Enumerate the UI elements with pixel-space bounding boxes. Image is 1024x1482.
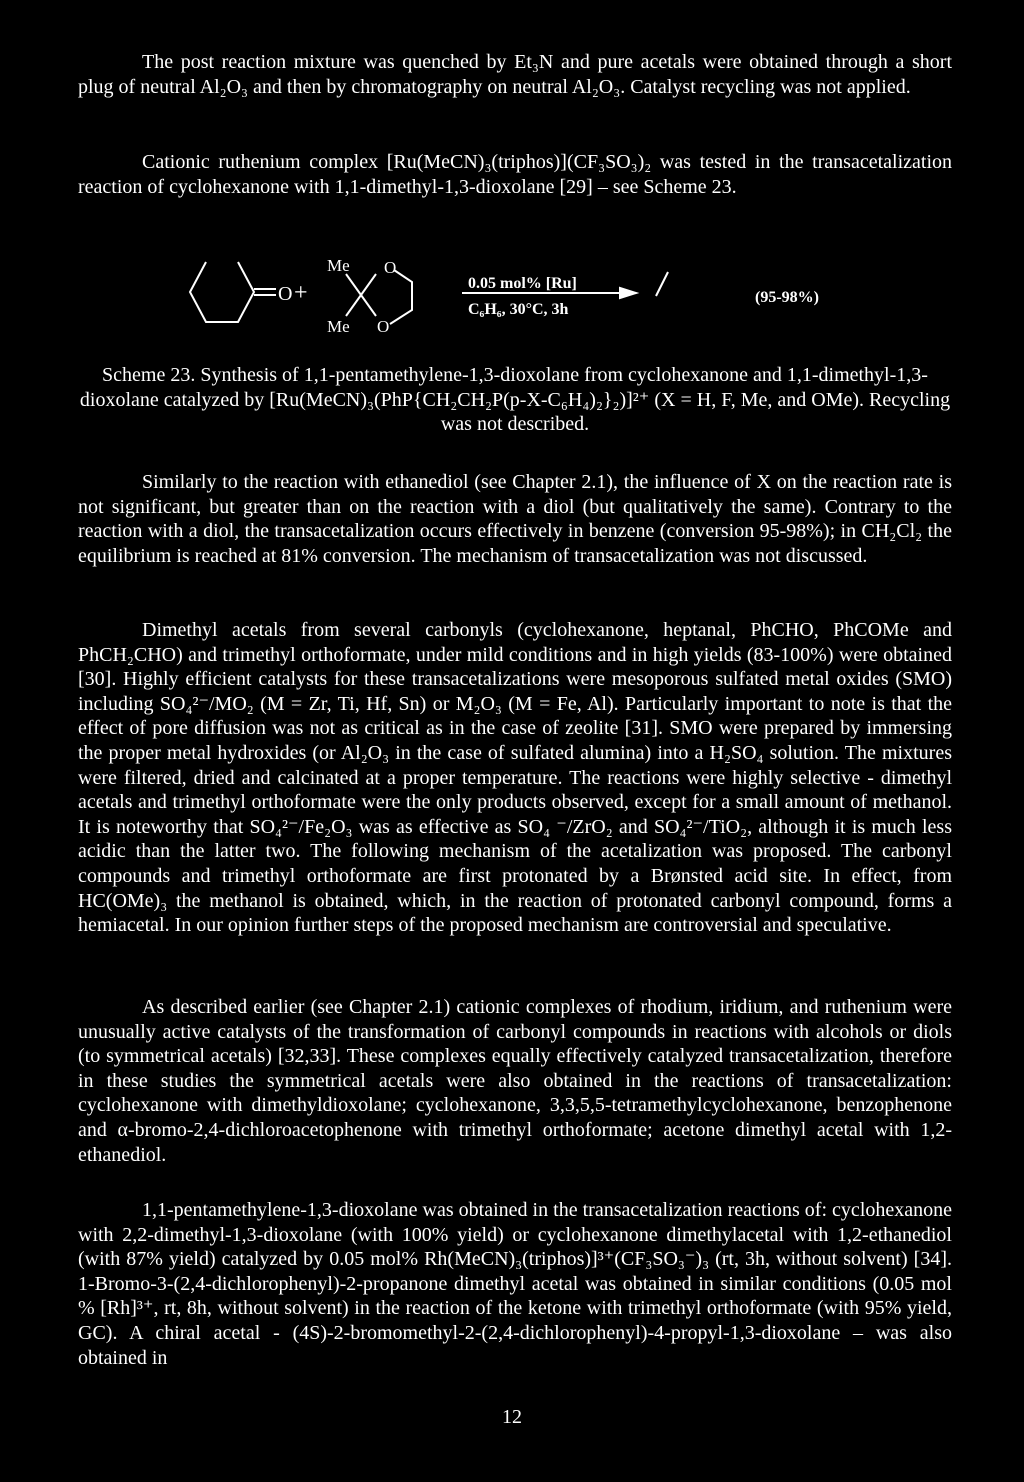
scheme-drawing <box>180 252 880 352</box>
conditions-catalyst: 0.05 mol% [Ru] <box>468 275 577 292</box>
plus-sign: + <box>294 280 308 306</box>
ring-oxygen-top: O <box>384 258 397 277</box>
scheme-caption: Scheme 23. Synthesis of 1,1-pentamethylene-1,3-dioxolane from cyclohexanone and 1,1-dimethyl-1,3-dioxolane catalyzed by [Ru(MeCN)₃(PhP{CH₂CH₂P(p-X-C₆H₄)₂}₂)]²⁺ (X = H, F, Me, and OMe). Recycling was not described. <box>79 364 951 436</box>
paragraph-ruthenium-complex: Cationic ruthenium complex [Ru(MeCN)₃(triphos)](CF₃SO₃)₂ was tested in the transacetalization reaction of cyclohexanone with 1,1-dimethyl-1,3-dioxolane [29] – see Scheme 23. <box>78 151 952 198</box>
paragraph-cationic-complexes: As described earlier (see Chapter 2.1) cationic complexes of rhodium, iridium, and ruthenium were unusually active catalysts of the transformation of carbonyl compounds in reactions with alcohols or diols (to symmetrical acetals) [32,33]. These complexes equally effectively catalyzed transacetalization, therefore in these studies the symmetrical acetals were also obtained in the reactions of transacetalization: cyclohexanone with dimethyldioxolane; cyclohexanone, 3,3,5,5-tetramethylcyclohexanone, benzophenone and α-bromo-2,4-dichloroacetophenone with trimethyl orthoformate; acetone dimethyl acetal with 1,2-ethanediol. <box>78 996 952 1166</box>
ring-oxygen-bottom: O <box>377 317 390 336</box>
reaction-scheme-23 <box>180 252 880 352</box>
paragraph-workup: The post reaction mixture was quenched by Et₃N and pure acetals were obtained through a short plug of neutral Al₂O₃ and then by chromatography on neutral Al₂O₃. Catalyst recycling was not applied. <box>78 51 952 98</box>
cyclohexanone-structure <box>190 262 276 322</box>
conditions-solvent: C₆H₆, 30°C, 3h <box>468 301 569 318</box>
yield-label: (95-98%) <box>755 289 819 306</box>
methyl-label-top: Me <box>327 256 350 275</box>
ketone-oxygen-label: O <box>278 283 293 305</box>
page-number: 12 <box>502 1406 522 1428</box>
paragraph-dimethyl-acetals: Dimethyl acetals from several carbonyls (cyclohexanone, heptanal, PhCHO, PhCOMe and PhCH₂CHO) and trimethyl orthoformate, under mild conditions and in high yields (83-100%) were obtained [30]. Highly efficient catalysts for these transacetalizations were mesoporous sulfated metal oxides (SMO) including SO₄²⁻/MO₂ (M = Zr, Ti, Hf, Sn) or M₂O₃ (M = Fe, Al). Particularly important to note is that the effect of pore diffusion was not as critical as in the case of zeolite [31]. SMO were prepared by immersing the proper metal hydroxides (or Al₂O₃ in the case of sulfated alumina) into a H₂SO₄ solution. The mixtures were filtered, dried and calcinated at a proper temperature. The reactions were highly selective - dimethyl acetals and trimethyl orthoformate were the only products observed, except for a small amount of methanol. It is noteworthy that SO₄²⁻/Fe₂O₃ was as effective as SO₄ ⁻/ZrO₂ and SO₄²⁻/TiO₂, although it is much less acidic than the latter two. The following mechanism of the acetalization was proposed. The carbonyl compounds and trimethyl orthoformate are first protonated by a Brønsted acid site. In effect, from HC(OMe)₃ the methanol is obtained, which, in the reaction of protonated carbonyl compound, forms a hemiacetal. In our opinion further steps of the proposed mechanism are controversial and speculative. <box>78 619 952 937</box>
methyl-label-bottom: Me <box>327 317 350 336</box>
paragraph-pentamethylene-dioxolane: 1,1-pentamethylene-1,3-dioxolane was obtained in the transacetalization reactions of: cyclohexanone with 2,2-dimethyl-1,3-dioxolane (with 100% yield) or cyclohexanone dimethylacetal with 1,2-ethanediol (with 87% yield) catalyzed by 0.05 mol% Rh(MeCN)₃(triphos)]³⁺(CF₃SO₃⁻)₃ (rt, 3h, without solvent) [34]. 1-Bromo-3-(2,4-dichlorophenyl)-2-propanone dimethyl acetal was obtained in similar conditions (0.05 mol % [Rh]³⁺, rt, 8h, without solvent) in the reaction of the ketone with trimethyl orthoformate (with 95% yield, GC). A chiral acetal - (4S)-2-bromomethyl-2-(2,4-dichlorophenyl)-4-propyl-1,3-dioxolane – was also obtained in <box>78 1199 952 1369</box>
dioxolane-structure <box>346 270 412 324</box>
product-fragment <box>656 272 668 296</box>
paragraph-influence-of-x: Similarly to the reaction with ethanediol (see Chapter 2.1), the influence of X on the reaction rate is not significant, but greater than on the reaction with a diol (but qualitatively the same). Contrary to the reaction with a diol, the transacetalization occurs effectively in benzene (conversion 95-98%); in CH₂Cl₂ the equilibrium is reached at 81% conversion. The mechanism of transacetalization was not discussed. <box>78 471 952 567</box>
